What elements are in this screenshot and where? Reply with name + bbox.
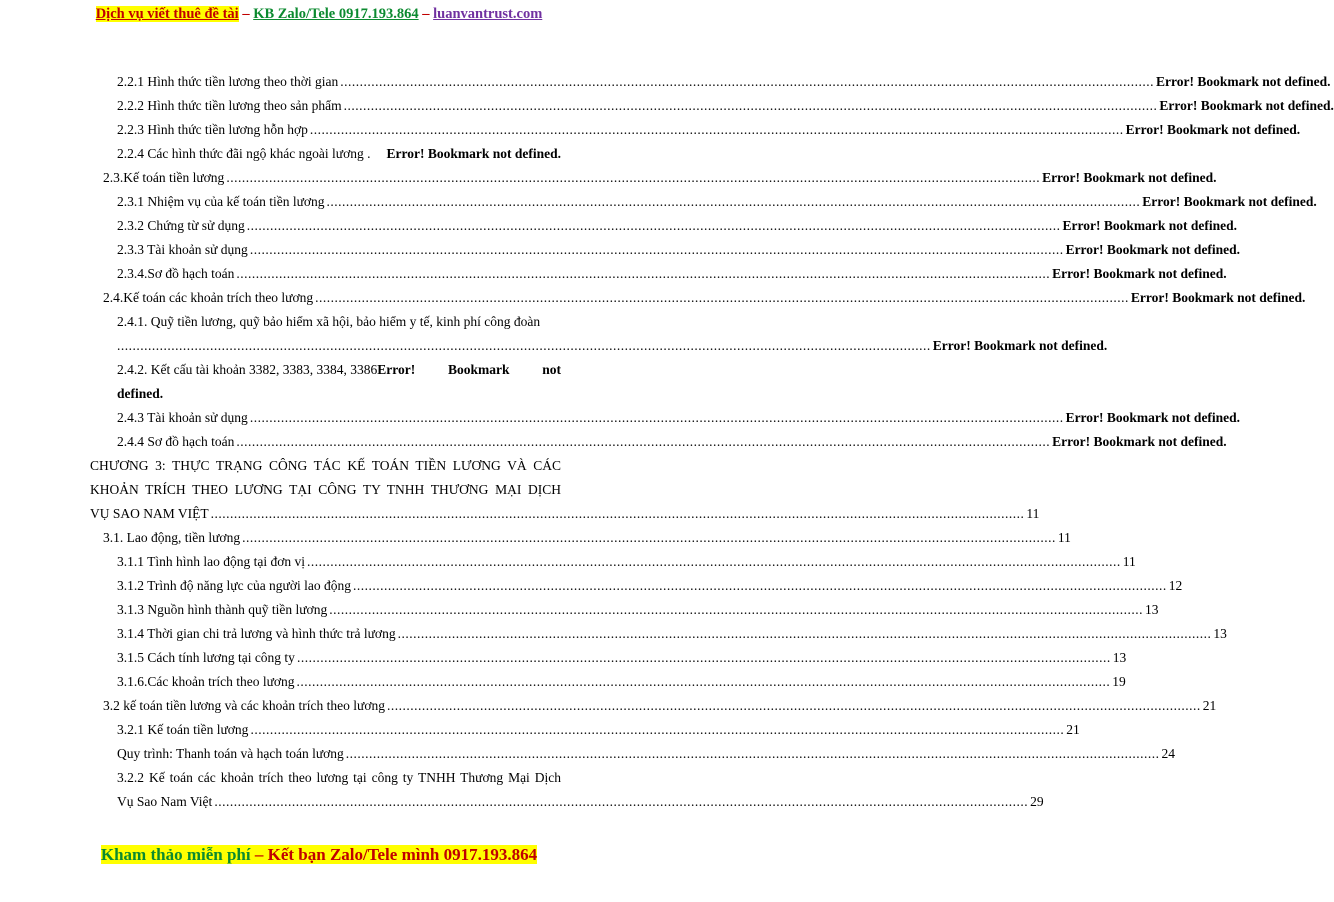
toc-entry[interactable] — [103, 166, 1217, 190]
toc-entry-page: Error! Bookmark not defined. — [1156, 74, 1331, 89]
toc-entry-title[interactable]: 3.2.2 Kế toán các khoản trích theo lương tại công ty TNHH Thương Mại Dịch — [117, 770, 561, 785]
toc-entry-title: 2.3.1 Nhiệm vụ của kế toán tiền lương — [117, 194, 325, 209]
toc-entry[interactable] — [117, 190, 1317, 214]
toc-entry-page: Error! — [377, 362, 416, 377]
toc-entry-title: 3.2.1 Kế toán tiền lương — [117, 722, 249, 737]
toc-entry-page: Error! Bookmark not defined. — [1052, 266, 1227, 281]
chapter-3-title-line2[interactable]: KHOẢN TRÍCH THEO LƯƠNG TẠI CÔNG TY TNHH THƯƠNG MẠI DỊCH — [90, 482, 561, 497]
toc-entry[interactable] — [103, 286, 1306, 310]
toc-entry-title: 3.1.4 Thời gian chi trả lương và hình thức trả lương — [117, 626, 396, 641]
toc-entry[interactable] — [90, 502, 1040, 526]
toc-entry[interactable] — [117, 622, 1227, 646]
toc-entry-page: 11 — [1026, 506, 1040, 521]
toc-entry[interactable] — [117, 94, 1334, 118]
toc-entry-page: Error! Bookmark not defined. — [1142, 194, 1317, 209]
toc-leader-dots: .................................................................................................................................................................................................................. — [340, 74, 1155, 89]
toc-entry[interactable] — [117, 262, 1227, 286]
toc-leader-dots: .................................................................................................................................................................................................................. — [343, 98, 1158, 113]
toc-entry-page: Bookmark — [447, 362, 510, 377]
toc-entry-page: 21 — [1066, 722, 1080, 737]
toc-entry[interactable] — [117, 118, 1301, 142]
toc-entry-page: Error! Bookmark not defined. — [1159, 98, 1334, 113]
toc-entry[interactable] — [117, 142, 561, 166]
toc-entry-title: 2.4.Kế toán các khoản trích theo lương — [103, 290, 314, 305]
toc-leader-dots — [372, 142, 384, 166]
toc-entry-title: 2.3.3 Tài khoản sử dụng — [117, 242, 248, 257]
toc-entry-page: Error! Bookmark not defined. — [386, 146, 561, 161]
toc-leader-dots: .................................................................................................................................................................................................................. — [210, 506, 1025, 521]
toc-entry-page: 13 — [1144, 602, 1159, 617]
toc-entry-page: Error! Bookmark not defined. — [1062, 218, 1237, 233]
toc-entry[interactable] — [117, 598, 1159, 622]
toc-leader-dots: .................................................................................................................................................................................................................. — [386, 698, 1201, 713]
toc-entry-page: Error! Bookmark not defined. — [1130, 290, 1306, 305]
toc-entry-page: 13 — [1112, 650, 1127, 665]
header-website-link[interactable]: luanvantrust.com — [433, 6, 543, 22]
toc-leader-dots: .................................................................................................................................................................................................................. — [326, 194, 1141, 209]
toc-entry-title[interactable] — [117, 310, 561, 334]
toc-leader-dots: .................................................................................................................................................................................................................. — [296, 650, 1111, 665]
toc-entry-title: 2.4.2. Kết cấu tài khoản 3382, 3383, 3384, 3386 — [117, 362, 378, 377]
toc-leader-dots: .................................................................................................................................................................................................................. — [309, 122, 1124, 137]
toc-leader-dots: .................................................................................................................................................................................................................. — [226, 170, 1041, 185]
toc-entry-title: 3.1.3 Nguồn hình thành quỹ tiền lương — [117, 602, 328, 617]
toc-entry-page: 19 — [1112, 674, 1126, 689]
toc-entry-page: 11 — [1122, 554, 1136, 569]
toc-entry-page: Error! Bookmark not defined. — [1052, 434, 1227, 449]
toc-entry-page: defined. — [117, 386, 164, 401]
toc-entry-title: 3.1. Lao động, tiền lương — [103, 530, 241, 545]
page-footer-banner — [0, 845, 638, 865]
toc-entry-title: 2.2.3 Hình thức tiền lương hỗn hợp — [117, 122, 308, 137]
toc-leader-dots: .................................................................................................................................................................................................................. — [246, 218, 1061, 233]
toc-entry[interactable] — [117, 430, 1227, 454]
toc-entry-title: 2.2.2 Hình thức tiền lương theo sản phẩm — [117, 98, 342, 113]
toc-entry[interactable] — [117, 550, 1136, 574]
toc-entry-title: 2.4.4 Sơ đồ hạch toán — [117, 434, 235, 449]
toc-entry-page: 13 — [1213, 626, 1227, 641]
toc-entry-page: 24 — [1161, 746, 1176, 761]
toc-entry[interactable] — [117, 742, 1176, 766]
toc-entry-title: 2.3.Kế toán tiền lương — [103, 170, 225, 185]
toc-leader-dots: .................................................................................................................................................................................................................. — [345, 746, 1160, 761]
toc-leader-dots: .................................................................................................................................................................................................................. — [249, 242, 1064, 257]
toc-leader-dots: .................................................................................................................................................................................................................. — [242, 530, 1056, 545]
toc-entry-title: 2.4.3 Tài khoản sử dụng — [117, 410, 248, 425]
toc-leader-dots: .................................................................................................................................................................................................................. — [315, 290, 1129, 305]
toc-entry-page: Error! Bookmark not defined. — [932, 338, 1108, 353]
toc-entry-page: 12 — [1168, 578, 1183, 593]
header-service-text: Dịch vụ viết thuê đề tài — [95, 6, 239, 22]
toc-entry-page: Error! Bookmark not defined. — [1125, 122, 1301, 137]
toc-entry[interactable] — [117, 334, 1108, 358]
toc-entry-page: Error! Bookmark not defined. — [1065, 242, 1241, 257]
toc-entry-title: 3.1.1 Tình hình lao động tại đơn vị — [117, 554, 306, 569]
toc-entry[interactable] — [117, 670, 1126, 694]
toc-leader-dots: .................................................................................................................................................................................................................. — [296, 674, 1111, 689]
header-contact-link[interactable]: KB Zalo/Tele 0917.193.864 — [253, 6, 419, 22]
toc-entry[interactable] — [117, 406, 1241, 430]
toc-leader-dots: .................................................................................................................................................................................................................. — [214, 794, 1029, 809]
toc-leader-dots: .................................................................................................................................................................................................................. — [353, 578, 1167, 593]
toc-entry-title: VỤ SAO NAM VIỆT — [90, 506, 209, 521]
toc-entry[interactable] — [103, 526, 1071, 550]
toc-entry-title: 2.3.4.Sơ đồ hạch toán — [117, 266, 235, 281]
toc-entry[interactable] — [117, 574, 1183, 598]
toc-entry-page: 29 — [1030, 794, 1044, 809]
toc-entry-title-line1: 2.4.1. Quỹ tiền lương, quỹ bảo hiểm xã hội, bảo hiểm y tế, kinh phí công đoàn — [117, 314, 541, 329]
toc-entry-title: 2.3.2 Chứng từ sử dụng — [117, 218, 245, 233]
toc-entry-page: Error! Bookmark not defined. — [1065, 410, 1241, 425]
toc-entry[interactable] — [117, 358, 561, 382]
page-header-banner — [0, 6, 638, 23]
toc-entry[interactable] — [117, 646, 1127, 670]
toc-leader-dots: .................................................................................................................................................................................................................. — [236, 266, 1051, 281]
toc-entry-title: 2.2.4 Các hình thức đãi ngộ khác ngoài lương . — [117, 146, 371, 161]
chapter-3-title-line1[interactable]: CHƯƠNG 3: THỰC TRẠNG CÔNG TÁC KẾ TOÁN TIỀN LƯƠNG VÀ CÁC — [90, 458, 561, 473]
toc-entry-page: Error! Bookmark not defined. — [1042, 170, 1217, 185]
toc-entry[interactable] — [117, 718, 1080, 742]
toc-leader-dots: .................................................................................................................................................................................................................. — [117, 338, 931, 353]
header-separator: – — [418, 6, 434, 22]
toc-entry[interactable] — [117, 214, 1237, 238]
toc-leader-dots: .................................................................................................................................................................................................................. — [236, 434, 1051, 449]
toc-entry-title: 3.1.5 Cách tính lương tại công ty — [117, 650, 295, 665]
toc-entry-title: 3.1.6.Các khoản trích theo lương — [117, 674, 295, 689]
toc-leader-dots: .................................................................................................................................................................................................................. — [397, 626, 1212, 641]
toc-entry[interactable] — [117, 238, 1241, 262]
toc-entry-title: 2.2.1 Hình thức tiền lương theo thời gian — [117, 74, 339, 89]
toc-leader-dots: .................................................................................................................................................................................................................. — [307, 554, 1121, 569]
footer-free-reference-text: Kham thảo miễn phí — [100, 845, 251, 864]
toc-entry[interactable] — [103, 694, 1217, 718]
toc-entry-page: not — [542, 362, 562, 377]
toc-entry-title: 3.1.2 Trình độ năng lực của người lao động — [117, 578, 352, 593]
toc-entry-page: 11 — [1057, 530, 1071, 545]
toc-entry-title: Quy trình: Thanh toán và hạch toán lương — [117, 746, 344, 761]
toc-entry[interactable] — [117, 790, 1044, 814]
toc-leader-dots: .................................................................................................................................................................................................................. — [249, 410, 1064, 425]
toc-entry-title: Vụ Sao Nam Việt — [117, 794, 213, 809]
header-separator: – — [238, 6, 254, 22]
footer-contact-text[interactable]: – Kết bạn Zalo/Tele mình 0917.193.864 — [250, 845, 538, 864]
toc-entry-title: 3.2 kế toán tiền lương và các khoản trích theo lương — [103, 698, 385, 713]
toc-leader-dots: .................................................................................................................................................................................................................. — [250, 722, 1065, 737]
toc-entry[interactable] — [117, 70, 1331, 94]
toc-entry-page: 21 — [1202, 698, 1217, 713]
toc-leader-dots: .................................................................................................................................................................................................................. — [329, 602, 1143, 617]
